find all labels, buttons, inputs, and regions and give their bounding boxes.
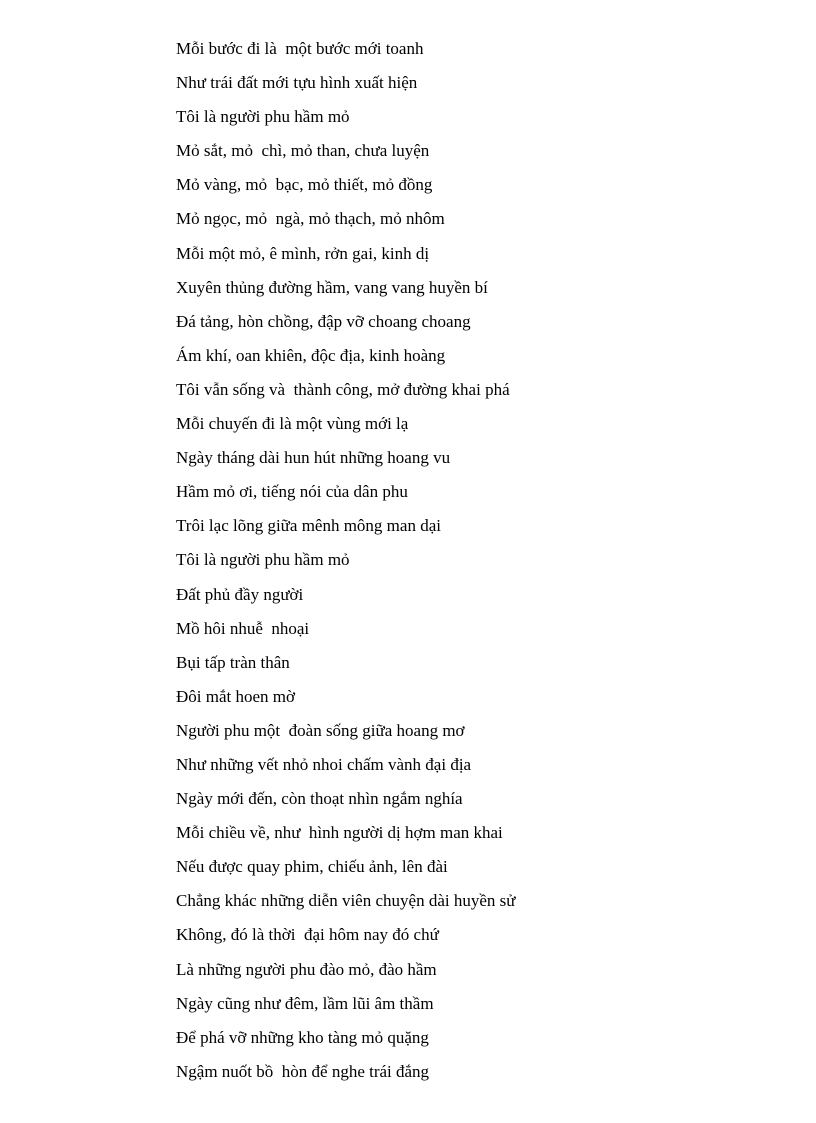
poem-line: Ngày cũng như đêm, lầm lũi âm thầm [176,993,434,1013]
poem-line: Tôi là người phu hầm mỏ [176,550,350,570]
poem-line: Không, đó là thời đại hôm nay đó chứ [176,925,439,945]
poem-line: Mỏ ngọc, mỏ ngà, mỏ thạch, mỏ nhôm [176,209,445,229]
poem-line: Ám khí, oan khiên, độc địa, kinh hoàng [176,345,446,365]
poem-line: Mỗi bước đi là một bước mới toanh [176,39,424,58]
poem-line: Nếu được quay phim, chiếu ảnh, lên đài [176,857,448,877]
poem-line: Mỗi chuyến đi là một vùng mới lạ [176,414,409,434]
poem-line: Đá tảng, hòn chồng, đập vỡ choang choang [176,311,471,331]
poem-line: Để phá vỡ những kho tàng mỏ quặng [176,1027,429,1047]
poem-line: Người phu một đoàn sống giữa hoang mơ [176,720,465,740]
poem-line: Trôi lạc lõng giữa mênh mông man dại [176,516,441,536]
poem-line: Như trái đất mới tựu hình xuất hiện [176,73,418,93]
poem-line: Ngậm nuốt bồ hòn để nghe trái đắng [176,1061,430,1081]
poem-line: Ngày tháng dài hun hút những hoang vu [176,448,451,468]
poem-line: Đôi mắt hoen mờ [176,686,295,706]
poem-line: Tôi vẫn sống và thành công, mở đường khai phá [176,379,510,399]
poem-text [176,36,515,1093]
poem-line: Đất phủ đầy người [176,584,304,604]
poem-line: Chẳng khác những diễn viên chuyện dài huyền sử [176,891,516,911]
poem-line: Là những người phu đào mỏ, đào hầm [176,959,437,979]
poem-line: Mỗi chiều về, như hình người dị hợm man khai [176,823,503,843]
poem-line: Mỏ vàng, mỏ bạc, mỏ thiết, mỏ đồng [176,175,433,195]
poem-line: Hầm mỏ ơi, tiếng nói của dân phu [176,482,408,502]
poem-line: Mồ hôi nhuễ nhoại [176,618,310,638]
poem-line: Như những vết nhỏ nhoi chấm vành đại địa [176,754,472,774]
poem-line: Mỗi một mỏ, ê mình, rởn gai, kinh dị [176,243,430,263]
poem-line: Bụi tấp tràn thân [176,652,290,672]
poem-line: Tôi là người phu hầm mỏ [176,107,350,127]
poem-line: Ngày mới đến, còn thoạt nhìn ngắm nghía [176,789,463,809]
poem-line: Mỏ sắt, mỏ chì, mỏ than, chưa luyện [176,141,430,161]
poem-line: Xuyên thủng đường hầm, vang vang huyền bí [176,277,488,297]
